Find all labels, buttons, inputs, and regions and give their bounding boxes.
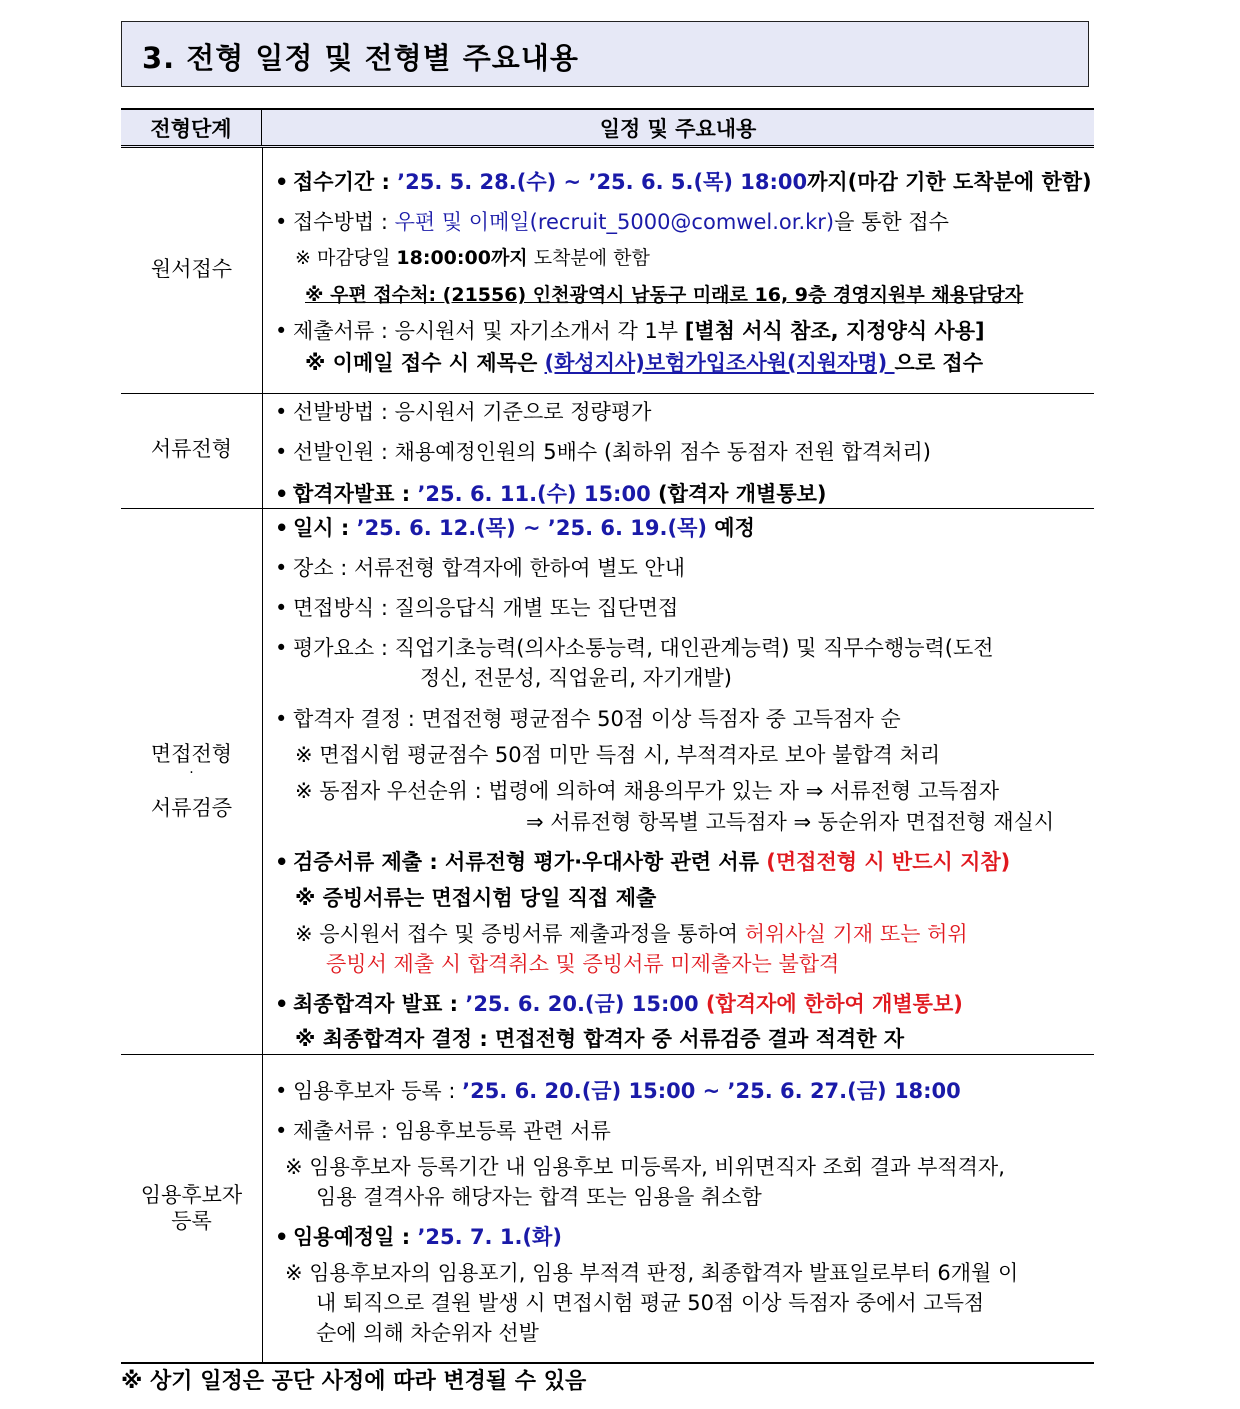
stage-verification: 서류검증 (150, 796, 233, 820)
text: 일시 : (293, 516, 357, 540)
text: (면접전형 시 반드시 지참) (766, 850, 1011, 874)
text: 제출서류 : 응시원서 및 자기소개서 각 1부 (293, 319, 685, 343)
stage-document-screening: 서류전형 (150, 437, 233, 461)
text: 임용예정일 : (293, 1225, 418, 1249)
text: 접수방법 : (293, 210, 395, 234)
text: ’25. 6. 20.(금) 15:00 ~ ’25. 6. 27.(금) 18:00 (462, 1079, 961, 1103)
bullet: • (275, 850, 289, 874)
text: 합격자발표 : (293, 482, 418, 506)
r1-line-method (275, 208, 949, 236)
text: 선발방법 : 응시원서 기준으로 정량평가 (293, 400, 652, 424)
r3-line-interview-method (275, 594, 679, 622)
r4-line-cancel-note-cont: 임용 결격사유 해당자는 합격 또는 임용을 취소함 (316, 1185, 762, 1209)
r4-line-replacement-note-3: 순에 의해 차순위자 선발 (316, 1321, 539, 1345)
row-divider (121, 508, 1094, 509)
bullet: • (275, 596, 288, 620)
text: ’25. 5. 28.(수) ~ ’25. 6. 5.(목) 18:00 (397, 170, 808, 194)
r3-line-evaluation (275, 634, 994, 662)
text: ※ 응시원서 접수 및 증빙서류 제출과정을 통하여 (295, 922, 745, 946)
footer-note: ※ 상기 일정은 공단 사정에 따라 변경될 수 있음 (121, 1369, 587, 1394)
bullet: • (275, 556, 288, 580)
header-content: 일정 및 주요내용 (599, 116, 757, 141)
r1-line-deadline-note (295, 244, 650, 272)
r3-line-final-decision: ※ 최종합격자 결정 : 면접전형 합격자 중 서류검증 결과 적격한 자 (295, 1027, 905, 1051)
text: 최종합격자 발표 : (293, 992, 466, 1016)
r4-line-replacement-note-2: 내 퇴직으로 결원 발생 시 면접시험 평균 50점 이상 득점자 중에서 고득점 (316, 1291, 985, 1315)
bullet: • (275, 1225, 289, 1249)
row-divider (121, 393, 1094, 394)
text: 임용후보자 등록 : (293, 1079, 463, 1103)
text: 접수기간 : (293, 170, 398, 194)
r3-line-evaluation-cont: 정신, 전문성, 직업윤리, 자기개발) (420, 666, 732, 690)
bullet: • (275, 992, 289, 1016)
r3-line-false-claim (295, 920, 968, 948)
r1-line-email-subject (305, 349, 983, 377)
r3-line-verification-docs (275, 848, 1011, 876)
bullet: • (275, 170, 289, 194)
r4-line-documents (275, 1117, 611, 1145)
r1-line-postal-address: ※ 우편 접수처: (21556) 인천광역시 남동구 미래로 16, 9층 경영지원부 채용담당자 (305, 284, 1024, 306)
r3-line-false-claim-cont: 증빙서 제출 시 합격취소 및 증빙서류 미제출자는 불합격 (326, 952, 840, 976)
text: 합격자 결정 : 면접전형 평균점수 50점 이상 득점자 중 고득점자 순 (293, 707, 901, 731)
text: 면접방식 : 질의응답식 개별 또는 집단면접 (293, 596, 679, 620)
r3-line-proof-note: ※ 증빙서류는 면접시험 당일 직접 제출 (295, 886, 657, 910)
header-stage: 전형단계 (121, 110, 262, 145)
text: 까지(마감 기한 도착분에 한함) (807, 170, 1092, 194)
r4-line-cancel-note: ※ 임용후보자 등록기간 내 임용후보 미등록자, 비위면직자 조회 결과 부적격자, (285, 1155, 1005, 1179)
r1-line-documents (275, 317, 985, 345)
r3-line-fail-note: ※ 면접시험 평균점수 50점 미만 득점 시, 부적격자로 보아 불합격 처리 (295, 743, 941, 767)
r3-line-decision (275, 705, 901, 733)
text: [별첨 서식 참조, 지정양식 사용] (684, 319, 985, 343)
r4-line-replacement-note: ※ 임용후보자의 임용포기, 임용 부적격 판정, 최종합격자 발표일로부터 6개월 이 (285, 1261, 1019, 1285)
text: 장소 : 서류전형 합격자에 한하여 별도 안내 (293, 556, 685, 580)
text: ※ 이메일 접수 시 제목은 (305, 351, 545, 375)
text: ’25. 6. 12.(목) ~ ’25. 6. 19.(목) (356, 516, 707, 540)
row-divider (121, 1054, 1094, 1055)
r2-line-method (275, 398, 652, 426)
bullet: • (275, 1079, 288, 1103)
stage-candidate-registration: 임용후보자 (140, 1183, 243, 1207)
bullet: • (275, 482, 289, 506)
text: 우편 및 이메일(recruit_5000@comwel.or.kr) (394, 210, 835, 234)
text: 검증서류 제출 : 서류전형 평가·우대사항 관련 서류 (293, 850, 767, 874)
bullet: • (275, 440, 288, 464)
bullet: • (275, 319, 288, 343)
table-header (121, 108, 1094, 148)
r3-line-place (275, 554, 685, 582)
bullet: • (275, 707, 288, 731)
text: 으로 접수 (894, 351, 984, 375)
r3-line-tie-rule-cont: ⇒ 서류전형 항목별 고득점자 ⇒ 동순위자 면접전형 재실시 (526, 810, 1055, 834)
text: 을 통한 접수 (834, 210, 949, 234)
text: ’25. 6. 11.(수) 15:00 (417, 482, 651, 506)
r1-line-period (275, 168, 1092, 196)
r3-line-date (275, 514, 755, 542)
stage-interview: 면접전형 (150, 742, 233, 766)
text: 선발인원 : 채용예정인원의 5배수 (최하위 점수 동점자 전원 합격처리) (293, 440, 931, 464)
bullet: • (275, 1119, 288, 1143)
text: 예정 (706, 516, 755, 540)
text: 도착분에 한함 (527, 247, 650, 269)
text: 18:00:00까지 (396, 247, 528, 269)
stage-application: 원서접수 (150, 257, 233, 281)
r3-line-tie-rule: ※ 동점자 우선순위 : 법령에 의하여 채용의무가 있는 자 ⇒ 서류전형 고득점자 (295, 779, 999, 803)
section-title-box (121, 21, 1089, 87)
r2-line-count (275, 438, 931, 466)
text: 허위사실 기재 또는 허위 (744, 922, 968, 946)
bullet: • (275, 516, 289, 540)
section-title: 3. 전형 일정 및 전형별 주요내용 (142, 41, 579, 75)
text: (합격자에 한하여 개별통보) (698, 992, 963, 1016)
r4-line-appointment-date (275, 1223, 562, 1251)
stage-candidate-registration-2: 등록 (171, 1209, 212, 1233)
stage-interview-dot: · (189, 765, 194, 781)
r2-line-announcement (275, 480, 827, 508)
text: 제출서류 : 임용후보등록 관련 서류 (293, 1119, 611, 1143)
text: (합격자 개별통보) (650, 482, 827, 506)
column-divider (262, 148, 263, 1363)
text: (화성지사)보험가입조사원(지원자명) (544, 351, 895, 375)
r3-line-final-announcement (275, 990, 963, 1018)
text: ’25. 6. 20.(금) 15:00 (465, 992, 699, 1016)
bullet: • (275, 210, 288, 234)
text: ※ 마감당일 (295, 247, 397, 269)
bullet: • (275, 636, 288, 660)
text: ’25. 7. 1.(화) (417, 1225, 562, 1249)
bullet: • (275, 400, 288, 424)
r4-line-registration (275, 1077, 961, 1105)
text: 평가요소 : 직업기초능력(의사소통능력, 대인관계능력) 및 직무수행능력(도전 (293, 636, 994, 660)
